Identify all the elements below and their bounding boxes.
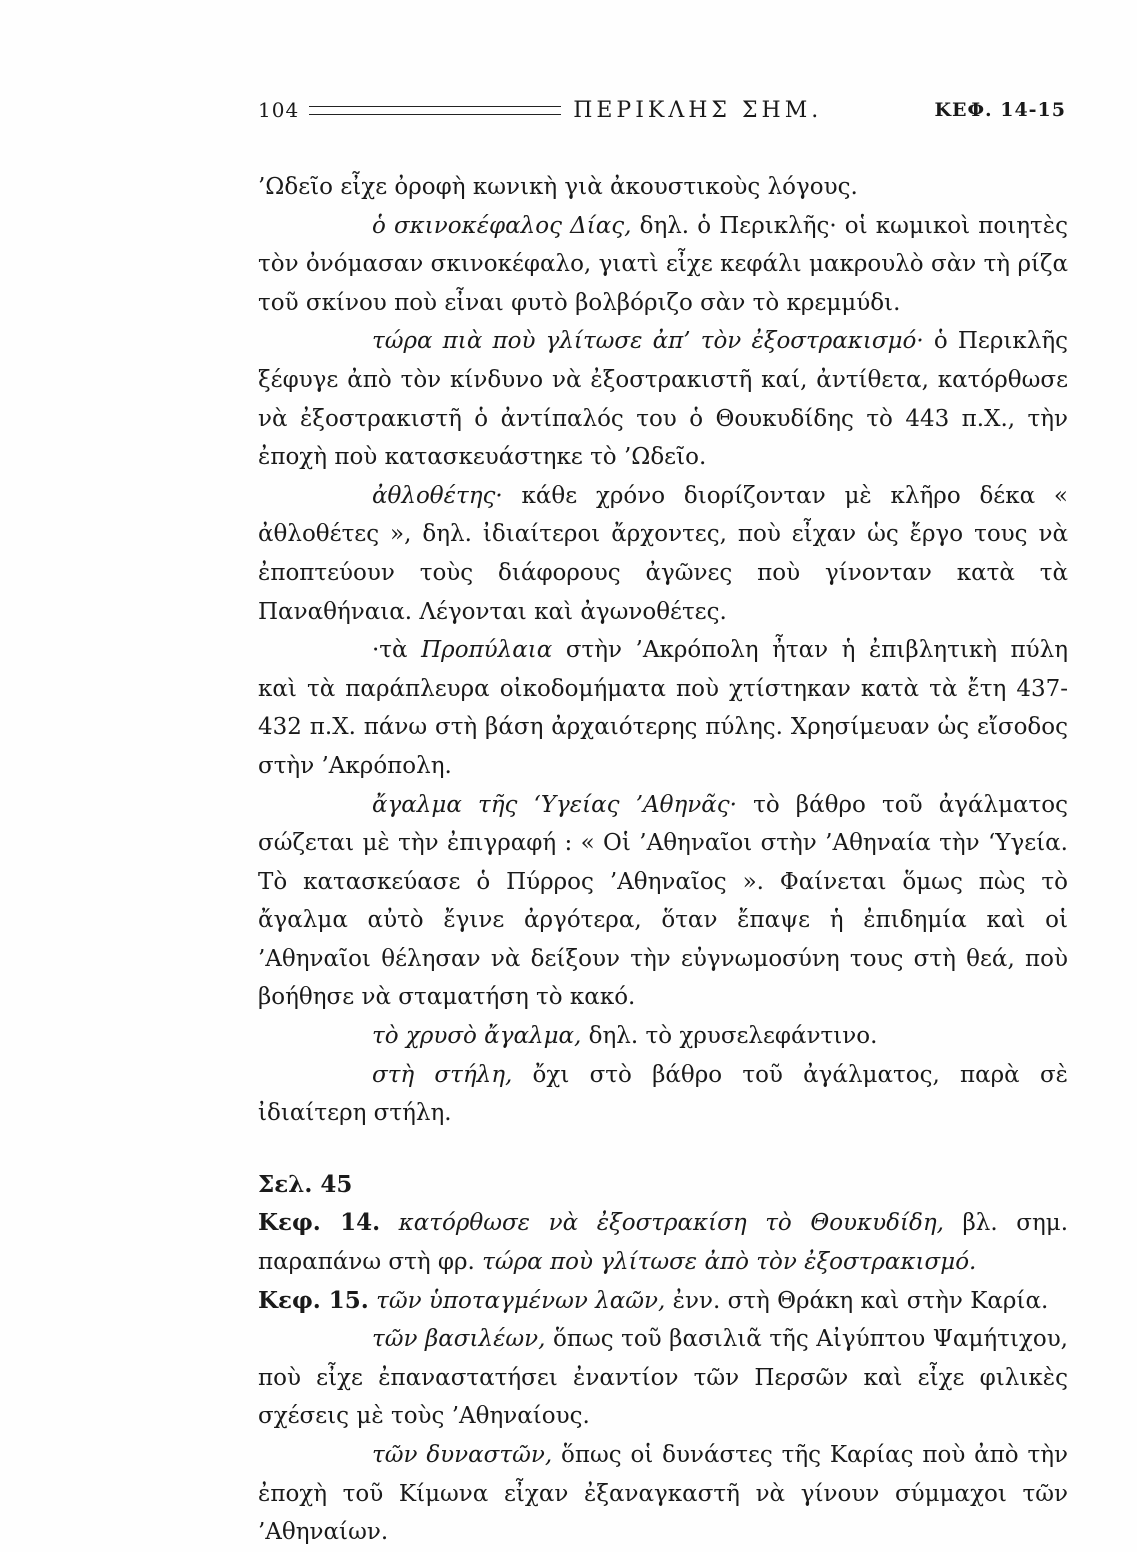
gloss-paragraph (258, 322, 1068, 476)
gloss-paragraph (258, 786, 1068, 1018)
gloss-paragraph (258, 1017, 1068, 1056)
gloss-paragraph (258, 207, 1068, 323)
gloss-text: δηλ. ὁ Περικλῆς· οἱ κωμικοὶ ποιητὲς τὸν ὀνόμασαν σκινοκέφαλο, γιατὶ εἶχε κεφάλι μακρουλὸ σὰν τὴ ρίζα τοῦ σκίνου ποὺ εἶναι φυτὸ βολβόριζο σὰν τὸ κρεμμύδι. (258, 212, 1068, 316)
chapter-label: Κεφ. 15. (258, 1286, 369, 1314)
gloss-text: ὅπως οἱ δυνάστες τῆς Καρίας ποὺ ἀπὸ τὴν ἐποχὴ τοῦ Κίμωνα εἶχαν ἐξαναγκαστῆ νὰ γίνουν σύμμαχοι τῶν ’Αθηναίων. (258, 1442, 1068, 1546)
chapter-range: ΚΕΦ. 14-15 (934, 99, 1066, 121)
running-header (258, 92, 1066, 128)
gloss-text: ὁ Περικλῆς ξέφυγε ἀπὸ τὸν κίνδυνο νὰ ἐξοστρακιστῆ καί, ἀντίθετα, κατόρθωσε νὰ ἐξοστρακιστῆ ὁ ἀντίπαλός του ὁ Θουκυδίδης τὸ 443 π.Χ., τὴν ἐποχὴ ποὺ κατασκευάστηκε τὸ ’Ωδεῖο. (258, 328, 1068, 471)
gloss-lead: ·τὰ (372, 637, 422, 664)
gloss-term: τὸ χρυσὸ ἄγαλμα, (372, 1023, 582, 1050)
gloss-term: τώρα πιὰ ποὺ γλίτωσε ἀπ’ τὸν ἐξοστρακισμό· (372, 328, 924, 355)
gloss-paragraph (258, 1436, 1068, 1552)
page-number: 104 (258, 98, 300, 122)
chapter-note (258, 1204, 1068, 1281)
running-title: ΠΕΡΙΚΛΗΣ ΣΗΜ. (573, 97, 823, 123)
gloss-text: κάθε χρόνο διορίζονταν μὲ κλῆρο δέκα « ἀθλοθέτες », δηλ. ἰδιαίτεροι ἄρχοντες, ποὺ εἶχαν ὡς ἔργο τους νὰ ἐποπτεύουν τοὺς διάφορους ἀγῶνες ποὺ γίνονταν κατὰ τὰ Παναθήναια. Λέγονται καὶ ἀγωνοθέτες. (258, 482, 1068, 625)
gloss-term: ἀθλοθέτης· (372, 482, 503, 509)
section-heading: Σελ. 45 (258, 1170, 353, 1198)
gloss-term: ἄγαλμα τῆς ‘Υγείας ’Αθηνᾶς· (372, 791, 737, 818)
body-text (258, 168, 1068, 1552)
gloss-text: ὄχι στὸ βάθρο τοῦ ἀγάλματος, παρὰ σὲ ἰδιαίτερη στήλη. (258, 1061, 1068, 1127)
gloss-term-ref: τώρα ποὺ γλίτωσε ἀπὸ τὸν ἐξοστρακισμό. (482, 1249, 977, 1276)
gloss-text: ἐνν. στὴ Θράκη καὶ στὴν Καρία. (665, 1287, 1049, 1314)
gloss-text: ὅπως τοῦ βασιλιᾶ τῆς Αἰγύπτου Ψαμήτιχου, ποὺ εἶχε ἐπαναστατήσει ἐναντίον τῶν Περσῶν καὶ εἶχε φιλικὲς σχέσεις μὲ τοὺς ’Αθηναίους. (258, 1326, 1068, 1430)
gloss-paragraph (258, 477, 1068, 631)
gloss-term: κατόρθωσε νὰ ἐξοστρακίση τὸ Θουκυδίδη, (380, 1210, 944, 1237)
gloss-text: βλ. σημ. παραπάνω στὴ φρ. (258, 1210, 1069, 1276)
paragraph (258, 168, 1068, 207)
gloss-term: Προπύλαια (421, 637, 553, 664)
gloss-term: τῶν ὑποταγμένων λαῶν, (368, 1287, 666, 1314)
gloss-term: τῶν δυναστῶν, (372, 1442, 553, 1468)
gloss-text: στὴν ’Ακρόπολη ἦταν ἡ ἐπιβλητικὴ πύλη καὶ τὰ παράπλευρα οἰκοδομήματα ποὺ χτίστηκαν κατὰ τὰ ἔτη 437-432 π.Χ. πάνω στὴ βάση ἀρχαιότερης πύλης. Χρησίμευαν ὡς εἴσοδος στὴν ’Ακρόπολη. (258, 637, 1068, 779)
gloss-text: τὸ βάθρο τοῦ ἀγάλματος σώζεται μὲ τὴν ἐπιγραφή : « Οἱ ’Αθηναῖοι στὴν ’Αθηναία τὴν ‘Υγεία. Τὸ κατασκεύασε ὁ Πύρρος ’Αθηναῖος ». Φαίνεται ὅμως πὼς τὸ ἄγαλμα αὐτὸ ἔγινε ἀργότερα, ὅταν ἔπαψε ἡ ἐπιδημία καὶ οἱ ’Αθηναῖοι θέλησαν νὰ δείξουν τὴν εὐγνωμοσύνη τους στὴ θεά, ποὺ βοήθησε νὰ σταματήση τὸ κακό. (258, 791, 1069, 1011)
gloss-paragraph (258, 631, 1068, 785)
gloss-term: τῶν βασιλέων, (372, 1326, 546, 1353)
gloss-paragraph (258, 1056, 1068, 1133)
gloss-paragraph (258, 1320, 1068, 1436)
chapter-note (258, 1282, 1068, 1321)
gloss-text: δηλ. τὸ χρυσελεφάντινο. (581, 1023, 878, 1050)
header-rule (309, 106, 561, 115)
gloss-term: ὁ σκινοκέφαλος Δίας, (372, 212, 632, 239)
chapter-label: Κεφ. 14. (258, 1209, 381, 1237)
gloss-term: στὴ στήλη, (372, 1061, 513, 1088)
paragraph-text: ’Ωδεῖο εἶχε ὀροφὴ κωνικὴ γιὰ ἀκουστικοὺς λόγους. (258, 174, 858, 200)
section-gap (258, 1133, 1068, 1166)
